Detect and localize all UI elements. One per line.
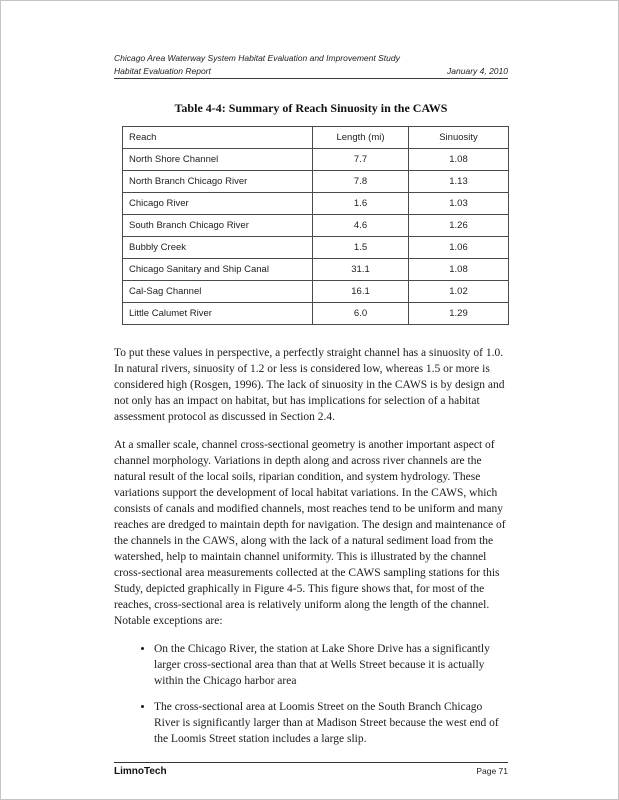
cell-length: 4.6 xyxy=(313,215,409,237)
column-header-length: Length (mi) xyxy=(313,127,409,149)
cell-length: 1.5 xyxy=(313,237,409,259)
table-row xyxy=(123,149,509,171)
cell-sinuosity: 1.08 xyxy=(409,149,509,171)
footer-company: LimnoTech xyxy=(114,766,167,777)
header-report-title: Habitat Evaluation Report xyxy=(114,66,211,76)
cell-length: 1.6 xyxy=(313,193,409,215)
header-study-title: Chicago Area Waterway System Habitat Evaluation and Improvement Study xyxy=(114,53,400,63)
cell-sinuosity: 1.02 xyxy=(409,281,509,303)
cell-sinuosity: 1.13 xyxy=(409,171,509,193)
cell-length: 31.1 xyxy=(313,259,409,281)
page-content xyxy=(1,1,618,747)
exceptions-bullet-list xyxy=(128,641,508,747)
cell-reach: Bubbly Creek xyxy=(123,237,313,259)
cell-sinuosity: 1.08 xyxy=(409,259,509,281)
column-header-sinuosity: Sinuosity xyxy=(409,127,509,149)
cell-reach: Chicago River xyxy=(123,193,313,215)
paragraph-sinuosity-context: To put these values in perspective, a perfectly straight channel has a sinuosity of 1.0. In natural rivers, sinuosity of 1.2 or less is considered low, whereas 1.5 or more is considered high (Rosgen, 1996). The lack of sinuosity in the CAWS is by design and not only has an impact on habitat, but has implications for selection of a habitat assessment protocol as discussed in Section 2.4. xyxy=(114,347,505,423)
table-row xyxy=(123,237,509,259)
cell-reach: Chicago Sanitary and Ship Canal xyxy=(123,259,313,281)
page-header xyxy=(114,53,508,79)
footer-page-number: Page 71 xyxy=(476,766,508,776)
cell-sinuosity: 1.06 xyxy=(409,237,509,259)
cell-reach: Little Calumet River xyxy=(123,303,313,325)
cell-sinuosity: 1.03 xyxy=(409,193,509,215)
table-row xyxy=(123,259,509,281)
cell-reach: South Branch Chicago River xyxy=(123,215,313,237)
table-row xyxy=(123,303,509,325)
bullet-item-chicago-river: • On the Chicago River, the station at Lake Shore Drive has a significantly larger cross-sectional area than that at Wells Street because it is actually within the Chicago harbor area xyxy=(154,641,508,689)
cell-length: 6.0 xyxy=(313,303,409,325)
cell-reach: North Branch Chicago River xyxy=(123,171,313,193)
page-footer xyxy=(114,762,508,777)
table-header-row xyxy=(123,127,509,149)
cell-length: 7.7 xyxy=(313,149,409,171)
table-row xyxy=(123,215,509,237)
column-header-reach: Reach xyxy=(123,127,313,149)
cell-sinuosity: 1.26 xyxy=(409,215,509,237)
table-row xyxy=(123,171,509,193)
cell-length: 7.8 xyxy=(313,171,409,193)
cell-sinuosity: 1.29 xyxy=(409,303,509,325)
header-second-line xyxy=(114,66,508,79)
header-date: January 4, 2010 xyxy=(447,66,508,76)
paragraph-cross-section: At a smaller scale, channel cross-sectional geometry is another important aspect of channel morphology. Variations in depth along and across river channels are the natural result of the local soils, riparian condition, and system hydrology. These variations support the development of local habitat variations. In the CAWS, which consists of canals and modified channels, most reaches tend to be uniform and many reaches are dredged to maintain depth for navigation. The design and maintenance of the channels in the CAWS, along with the lack of a natural sediment load from the watershed, help to maintain channel uniformity. This is illustrated by the channel cross-sectional area measurements collected at the CAWS sampling stations for this Study, depicted graphically in Figure 4-5. This figure shows that, for most of the reaches, cross-sectional area is relatively uniform along the length of the channel. Notable exceptions are: xyxy=(114,439,506,627)
table-row xyxy=(123,193,509,215)
table-title: Table 4-4: Summary of Reach Sinuosity in the CAWS xyxy=(174,101,448,115)
cell-reach: Cal-Sag Channel xyxy=(123,281,313,303)
bullet-item-loomis-street: • The cross-sectional area at Loomis Street on the South Branch Chicago River is significantly larger than at Madison Street because the west end of the Loomis Street station includes a large slip. xyxy=(154,699,508,747)
cell-length: 16.1 xyxy=(313,281,409,303)
sinuosity-table xyxy=(122,126,509,325)
table-row xyxy=(123,281,509,303)
cell-reach: North Shore Channel xyxy=(123,149,313,171)
